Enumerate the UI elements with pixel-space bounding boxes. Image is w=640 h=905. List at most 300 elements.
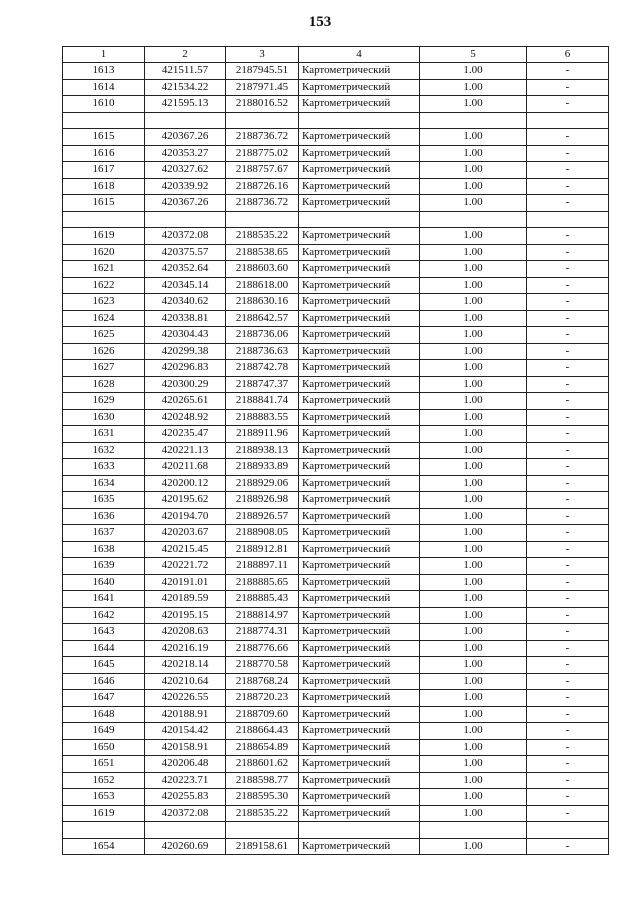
y-coordinate-cell bbox=[226, 112, 299, 129]
table-row bbox=[63, 574, 609, 591]
method-cell: Картометрический bbox=[299, 261, 420, 278]
note-cell: - bbox=[527, 475, 609, 492]
point-number-cell: 1619 bbox=[63, 228, 145, 245]
point-number-cell: 1634 bbox=[63, 475, 145, 492]
table-row bbox=[63, 525, 609, 542]
accuracy-cell: 1.00 bbox=[420, 607, 527, 624]
point-number-cell: 1614 bbox=[63, 79, 145, 96]
point-number-cell: 1618 bbox=[63, 178, 145, 195]
y-coordinate-cell: 2188747.37 bbox=[226, 376, 299, 393]
note-cell: - bbox=[527, 838, 609, 855]
y-coordinate-cell: 2188770.58 bbox=[226, 657, 299, 674]
x-coordinate-cell: 420216.19 bbox=[145, 640, 226, 657]
y-coordinate-cell: 2188911.96 bbox=[226, 426, 299, 443]
y-coordinate-cell: 2188630.16 bbox=[226, 294, 299, 311]
point-number-cell bbox=[63, 822, 145, 839]
y-coordinate-cell: 2188938.13 bbox=[226, 442, 299, 459]
accuracy-cell: 1.00 bbox=[420, 640, 527, 657]
method-cell: Картометрический bbox=[299, 244, 420, 261]
note-cell: - bbox=[527, 739, 609, 756]
y-coordinate-cell: 2188535.22 bbox=[226, 228, 299, 245]
point-number-cell: 1654 bbox=[63, 838, 145, 855]
accuracy-cell bbox=[420, 211, 527, 228]
method-cell: Картометрический bbox=[299, 723, 420, 740]
table-row bbox=[63, 195, 609, 212]
note-cell: - bbox=[527, 624, 609, 641]
x-coordinate-cell: 420372.08 bbox=[145, 228, 226, 245]
accuracy-cell: 1.00 bbox=[420, 706, 527, 723]
accuracy-cell: 1.00 bbox=[420, 805, 527, 822]
x-coordinate-cell bbox=[145, 211, 226, 228]
method-cell: Картометрический bbox=[299, 475, 420, 492]
y-coordinate-cell: 2188709.60 bbox=[226, 706, 299, 723]
method-cell: Картометрический bbox=[299, 640, 420, 657]
point-number-cell: 1628 bbox=[63, 376, 145, 393]
point-number-cell: 1641 bbox=[63, 591, 145, 608]
point-number-cell: 1613 bbox=[63, 63, 145, 80]
note-cell: - bbox=[527, 706, 609, 723]
x-coordinate-cell: 421511.57 bbox=[145, 63, 226, 80]
table-row bbox=[63, 558, 609, 575]
table-row bbox=[63, 508, 609, 525]
y-coordinate-cell: 2188720.23 bbox=[226, 690, 299, 707]
y-coordinate-cell: 2188883.55 bbox=[226, 409, 299, 426]
point-number-cell: 1640 bbox=[63, 574, 145, 591]
column-header: 4 bbox=[299, 47, 420, 63]
accuracy-cell: 1.00 bbox=[420, 442, 527, 459]
table-row bbox=[63, 426, 609, 443]
point-number-cell: 1630 bbox=[63, 409, 145, 426]
y-coordinate-cell bbox=[226, 822, 299, 839]
table-row bbox=[63, 310, 609, 327]
y-coordinate-cell: 2188742.78 bbox=[226, 360, 299, 377]
table-row bbox=[63, 772, 609, 789]
y-coordinate-cell: 2188736.72 bbox=[226, 195, 299, 212]
accuracy-cell: 1.00 bbox=[420, 310, 527, 327]
method-cell: Картометрический bbox=[299, 607, 420, 624]
method-cell: Картометрический bbox=[299, 178, 420, 195]
method-cell: Картометрический bbox=[299, 426, 420, 443]
table-row bbox=[63, 706, 609, 723]
note-cell: - bbox=[527, 508, 609, 525]
note-cell: - bbox=[527, 525, 609, 542]
x-coordinate-cell: 420367.26 bbox=[145, 129, 226, 146]
point-number-cell: 1644 bbox=[63, 640, 145, 657]
note-cell: - bbox=[527, 690, 609, 707]
y-coordinate-cell: 2188774.31 bbox=[226, 624, 299, 641]
x-coordinate-cell: 420221.13 bbox=[145, 442, 226, 459]
x-coordinate-cell bbox=[145, 112, 226, 129]
point-number-cell: 1623 bbox=[63, 294, 145, 311]
method-cell: Картометрический bbox=[299, 558, 420, 575]
note-cell bbox=[527, 822, 609, 839]
x-coordinate-cell: 420200.12 bbox=[145, 475, 226, 492]
point-number-cell: 1622 bbox=[63, 277, 145, 294]
y-coordinate-cell: 2188926.98 bbox=[226, 492, 299, 509]
table-body bbox=[63, 63, 609, 855]
x-coordinate-cell: 420340.62 bbox=[145, 294, 226, 311]
accuracy-cell bbox=[420, 822, 527, 839]
point-number-cell: 1621 bbox=[63, 261, 145, 278]
table-row bbox=[63, 376, 609, 393]
point-number-cell: 1616 bbox=[63, 145, 145, 162]
y-coordinate-cell: 2188841.74 bbox=[226, 393, 299, 410]
x-coordinate-cell: 420304.43 bbox=[145, 327, 226, 344]
column-header: 5 bbox=[420, 47, 527, 63]
x-coordinate-cell: 420206.48 bbox=[145, 756, 226, 773]
note-cell: - bbox=[527, 558, 609, 575]
table-row bbox=[63, 607, 609, 624]
y-coordinate-cell: 2188908.05 bbox=[226, 525, 299, 542]
method-cell: Картометрический bbox=[299, 327, 420, 344]
y-coordinate-cell: 2188642.57 bbox=[226, 310, 299, 327]
accuracy-cell: 1.00 bbox=[420, 277, 527, 294]
table-row bbox=[63, 129, 609, 146]
x-coordinate-cell: 420158.91 bbox=[145, 739, 226, 756]
note-cell: - bbox=[527, 277, 609, 294]
method-cell: Картометрический bbox=[299, 673, 420, 690]
method-cell: Картометрический bbox=[299, 838, 420, 855]
table-row bbox=[63, 442, 609, 459]
x-coordinate-cell: 420189.59 bbox=[145, 591, 226, 608]
accuracy-cell: 1.00 bbox=[420, 294, 527, 311]
x-coordinate-cell: 421534.22 bbox=[145, 79, 226, 96]
method-cell: Картометрический bbox=[299, 657, 420, 674]
method-cell: Картометрический bbox=[299, 574, 420, 591]
accuracy-cell: 1.00 bbox=[420, 558, 527, 575]
point-number-cell: 1615 bbox=[63, 129, 145, 146]
x-coordinate-cell: 420195.62 bbox=[145, 492, 226, 509]
table-row bbox=[63, 640, 609, 657]
table-row bbox=[63, 591, 609, 608]
y-coordinate-cell: 2188016.52 bbox=[226, 96, 299, 113]
point-number-cell: 1651 bbox=[63, 756, 145, 773]
accuracy-cell bbox=[420, 112, 527, 129]
method-cell bbox=[299, 112, 420, 129]
table-row bbox=[63, 739, 609, 756]
y-coordinate-cell: 2187971.45 bbox=[226, 79, 299, 96]
table-row bbox=[63, 624, 609, 641]
x-coordinate-cell: 420221.72 bbox=[145, 558, 226, 575]
x-coordinate-cell bbox=[145, 822, 226, 839]
accuracy-cell: 1.00 bbox=[420, 343, 527, 360]
accuracy-cell: 1.00 bbox=[420, 756, 527, 773]
y-coordinate-cell: 2188535.22 bbox=[226, 805, 299, 822]
y-coordinate-cell: 2188726.16 bbox=[226, 178, 299, 195]
x-coordinate-cell: 420248.92 bbox=[145, 409, 226, 426]
method-cell: Картометрический bbox=[299, 492, 420, 509]
note-cell: - bbox=[527, 640, 609, 657]
x-coordinate-cell: 420345.14 bbox=[145, 277, 226, 294]
y-coordinate-cell: 2188814.97 bbox=[226, 607, 299, 624]
table-row bbox=[63, 343, 609, 360]
note-cell: - bbox=[527, 492, 609, 509]
table-row bbox=[63, 360, 609, 377]
y-coordinate-cell: 2188776.66 bbox=[226, 640, 299, 657]
accuracy-cell: 1.00 bbox=[420, 409, 527, 426]
point-number-cell bbox=[63, 112, 145, 129]
point-number-cell: 1620 bbox=[63, 244, 145, 261]
point-number-cell: 1642 bbox=[63, 607, 145, 624]
point-number-cell: 1625 bbox=[63, 327, 145, 344]
table-row bbox=[63, 244, 609, 261]
y-coordinate-cell: 2188654.89 bbox=[226, 739, 299, 756]
table-row bbox=[63, 789, 609, 806]
method-cell: Картометрический bbox=[299, 376, 420, 393]
y-coordinate-cell: 2188768.24 bbox=[226, 673, 299, 690]
x-coordinate-cell: 420367.26 bbox=[145, 195, 226, 212]
note-cell: - bbox=[527, 63, 609, 80]
y-coordinate-cell: 2188775.02 bbox=[226, 145, 299, 162]
x-coordinate-cell: 420211.68 bbox=[145, 459, 226, 476]
note-cell: - bbox=[527, 574, 609, 591]
note-cell: - bbox=[527, 409, 609, 426]
page-number: 153 bbox=[308, 14, 332, 30]
accuracy-cell: 1.00 bbox=[420, 63, 527, 80]
point-number-cell: 1652 bbox=[63, 772, 145, 789]
table-row bbox=[63, 805, 609, 822]
coordinates-table bbox=[62, 46, 609, 855]
note-cell: - bbox=[527, 756, 609, 773]
blank-separator-row bbox=[63, 112, 609, 129]
method-cell: Картометрический bbox=[299, 624, 420, 641]
x-coordinate-cell: 420265.61 bbox=[145, 393, 226, 410]
point-number-cell: 1631 bbox=[63, 426, 145, 443]
note-cell bbox=[527, 211, 609, 228]
y-coordinate-cell: 2188929.06 bbox=[226, 475, 299, 492]
note-cell: - bbox=[527, 327, 609, 344]
accuracy-cell: 1.00 bbox=[420, 145, 527, 162]
table-row bbox=[63, 79, 609, 96]
accuracy-cell: 1.00 bbox=[420, 228, 527, 245]
method-cell: Картометрический bbox=[299, 294, 420, 311]
note-cell: - bbox=[527, 360, 609, 377]
accuracy-cell: 1.00 bbox=[420, 129, 527, 146]
accuracy-cell: 1.00 bbox=[420, 360, 527, 377]
accuracy-cell: 1.00 bbox=[420, 178, 527, 195]
x-coordinate-cell: 420154.42 bbox=[145, 723, 226, 740]
note-cell: - bbox=[527, 310, 609, 327]
x-coordinate-cell: 420210.64 bbox=[145, 673, 226, 690]
x-coordinate-cell: 420327.62 bbox=[145, 162, 226, 179]
y-coordinate-cell: 2188538.65 bbox=[226, 244, 299, 261]
y-coordinate-cell: 2188736.72 bbox=[226, 129, 299, 146]
point-number-cell: 1617 bbox=[63, 162, 145, 179]
table-row bbox=[63, 327, 609, 344]
x-coordinate-cell: 420223.71 bbox=[145, 772, 226, 789]
x-coordinate-cell: 420300.29 bbox=[145, 376, 226, 393]
table-row bbox=[63, 409, 609, 426]
method-cell: Картометрический bbox=[299, 690, 420, 707]
method-cell: Картометрический bbox=[299, 228, 420, 245]
method-cell: Картометрический bbox=[299, 756, 420, 773]
note-cell: - bbox=[527, 393, 609, 410]
x-coordinate-cell: 420235.47 bbox=[145, 426, 226, 443]
point-number-cell bbox=[63, 211, 145, 228]
note-cell: - bbox=[527, 228, 609, 245]
table-row bbox=[63, 690, 609, 707]
accuracy-cell: 1.00 bbox=[420, 723, 527, 740]
point-number-cell: 1653 bbox=[63, 789, 145, 806]
table-row bbox=[63, 261, 609, 278]
method-cell: Картометрический bbox=[299, 525, 420, 542]
accuracy-cell: 1.00 bbox=[420, 690, 527, 707]
table-row bbox=[63, 228, 609, 245]
method-cell: Картометрический bbox=[299, 508, 420, 525]
note-cell: - bbox=[527, 294, 609, 311]
point-number-cell: 1647 bbox=[63, 690, 145, 707]
method-cell: Картометрический bbox=[299, 459, 420, 476]
table-row bbox=[63, 178, 609, 195]
method-cell: Картометрический bbox=[299, 63, 420, 80]
point-number-cell: 1646 bbox=[63, 673, 145, 690]
y-coordinate-cell: 2188885.65 bbox=[226, 574, 299, 591]
point-number-cell: 1627 bbox=[63, 360, 145, 377]
x-coordinate-cell: 420352.64 bbox=[145, 261, 226, 278]
method-cell: Картометрический bbox=[299, 772, 420, 789]
table-row bbox=[63, 63, 609, 80]
note-cell: - bbox=[527, 459, 609, 476]
column-header: 6 bbox=[527, 47, 609, 63]
method-cell bbox=[299, 211, 420, 228]
accuracy-cell: 1.00 bbox=[420, 459, 527, 476]
column-header: 2 bbox=[145, 47, 226, 63]
y-coordinate-cell: 2189158.61 bbox=[226, 838, 299, 855]
note-cell: - bbox=[527, 343, 609, 360]
point-number-cell: 1624 bbox=[63, 310, 145, 327]
x-coordinate-cell: 420339.92 bbox=[145, 178, 226, 195]
x-coordinate-cell: 420296.83 bbox=[145, 360, 226, 377]
note-cell: - bbox=[527, 442, 609, 459]
note-cell: - bbox=[527, 805, 609, 822]
point-number-cell: 1635 bbox=[63, 492, 145, 509]
accuracy-cell: 1.00 bbox=[420, 475, 527, 492]
x-coordinate-cell: 420188.91 bbox=[145, 706, 226, 723]
note-cell: - bbox=[527, 195, 609, 212]
y-coordinate-cell: 2188757.67 bbox=[226, 162, 299, 179]
method-cell: Картометрический bbox=[299, 343, 420, 360]
note-cell: - bbox=[527, 591, 609, 608]
table-row bbox=[63, 294, 609, 311]
point-number-cell: 1638 bbox=[63, 541, 145, 558]
x-coordinate-cell: 420260.69 bbox=[145, 838, 226, 855]
note-cell: - bbox=[527, 129, 609, 146]
point-number-cell: 1633 bbox=[63, 459, 145, 476]
table-row bbox=[63, 756, 609, 773]
y-coordinate-cell: 2188595.30 bbox=[226, 789, 299, 806]
accuracy-cell: 1.00 bbox=[420, 541, 527, 558]
method-cell: Картометрический bbox=[299, 409, 420, 426]
y-coordinate-cell: 2188912.81 bbox=[226, 541, 299, 558]
accuracy-cell: 1.00 bbox=[420, 772, 527, 789]
point-number-cell: 1632 bbox=[63, 442, 145, 459]
table-row bbox=[63, 541, 609, 558]
note-cell: - bbox=[527, 162, 609, 179]
accuracy-cell: 1.00 bbox=[420, 657, 527, 674]
method-cell: Картометрический bbox=[299, 706, 420, 723]
accuracy-cell: 1.00 bbox=[420, 838, 527, 855]
y-coordinate-cell: 2188926.57 bbox=[226, 508, 299, 525]
x-coordinate-cell: 420195.15 bbox=[145, 607, 226, 624]
method-cell: Картометрический bbox=[299, 96, 420, 113]
x-coordinate-cell: 420203.67 bbox=[145, 525, 226, 542]
header-row bbox=[63, 47, 609, 63]
table-row bbox=[63, 96, 609, 113]
accuracy-cell: 1.00 bbox=[420, 244, 527, 261]
point-number-cell: 1643 bbox=[63, 624, 145, 641]
x-coordinate-cell: 420208.63 bbox=[145, 624, 226, 641]
note-cell: - bbox=[527, 426, 609, 443]
accuracy-cell: 1.00 bbox=[420, 327, 527, 344]
accuracy-cell: 1.00 bbox=[420, 96, 527, 113]
note-cell: - bbox=[527, 376, 609, 393]
y-coordinate-cell: 2188664.43 bbox=[226, 723, 299, 740]
method-cell: Картометрический bbox=[299, 360, 420, 377]
note-cell: - bbox=[527, 657, 609, 674]
table-row bbox=[63, 145, 609, 162]
accuracy-cell: 1.00 bbox=[420, 195, 527, 212]
table-row bbox=[63, 723, 609, 740]
method-cell: Картометрический bbox=[299, 789, 420, 806]
point-number-cell: 1645 bbox=[63, 657, 145, 674]
x-coordinate-cell: 420215.45 bbox=[145, 541, 226, 558]
y-coordinate-cell: 2188736.06 bbox=[226, 327, 299, 344]
y-coordinate-cell: 2188933.89 bbox=[226, 459, 299, 476]
accuracy-cell: 1.00 bbox=[420, 624, 527, 641]
point-number-cell: 1610 bbox=[63, 96, 145, 113]
note-cell: - bbox=[527, 178, 609, 195]
x-coordinate-cell: 420299.38 bbox=[145, 343, 226, 360]
note-cell: - bbox=[527, 79, 609, 96]
point-number-cell: 1639 bbox=[63, 558, 145, 575]
x-coordinate-cell: 420353.27 bbox=[145, 145, 226, 162]
accuracy-cell: 1.00 bbox=[420, 673, 527, 690]
x-coordinate-cell: 420226.55 bbox=[145, 690, 226, 707]
note-cell: - bbox=[527, 261, 609, 278]
x-coordinate-cell: 420375.57 bbox=[145, 244, 226, 261]
note-cell: - bbox=[527, 244, 609, 261]
y-coordinate-cell: 2188736.63 bbox=[226, 343, 299, 360]
method-cell: Картометрический bbox=[299, 591, 420, 608]
point-number-cell: 1619 bbox=[63, 805, 145, 822]
x-coordinate-cell: 420194.70 bbox=[145, 508, 226, 525]
point-number-cell: 1650 bbox=[63, 739, 145, 756]
x-coordinate-cell: 421595.13 bbox=[145, 96, 226, 113]
accuracy-cell: 1.00 bbox=[420, 376, 527, 393]
method-cell: Картометрический bbox=[299, 195, 420, 212]
point-number-cell: 1636 bbox=[63, 508, 145, 525]
y-coordinate-cell: 2188618.00 bbox=[226, 277, 299, 294]
note-cell: - bbox=[527, 723, 609, 740]
table-row bbox=[63, 657, 609, 674]
accuracy-cell: 1.00 bbox=[420, 492, 527, 509]
method-cell: Картометрический bbox=[299, 129, 420, 146]
accuracy-cell: 1.00 bbox=[420, 789, 527, 806]
method-cell: Картометрический bbox=[299, 805, 420, 822]
point-number-cell: 1648 bbox=[63, 706, 145, 723]
accuracy-cell: 1.00 bbox=[420, 574, 527, 591]
point-number-cell: 1626 bbox=[63, 343, 145, 360]
method-cell: Картометрический bbox=[299, 79, 420, 96]
table-row bbox=[63, 492, 609, 509]
y-coordinate-cell: 2188601.62 bbox=[226, 756, 299, 773]
y-coordinate-cell bbox=[226, 211, 299, 228]
accuracy-cell: 1.00 bbox=[420, 525, 527, 542]
table-row bbox=[63, 393, 609, 410]
point-number-cell: 1629 bbox=[63, 393, 145, 410]
accuracy-cell: 1.00 bbox=[420, 739, 527, 756]
point-number-cell: 1615 bbox=[63, 195, 145, 212]
